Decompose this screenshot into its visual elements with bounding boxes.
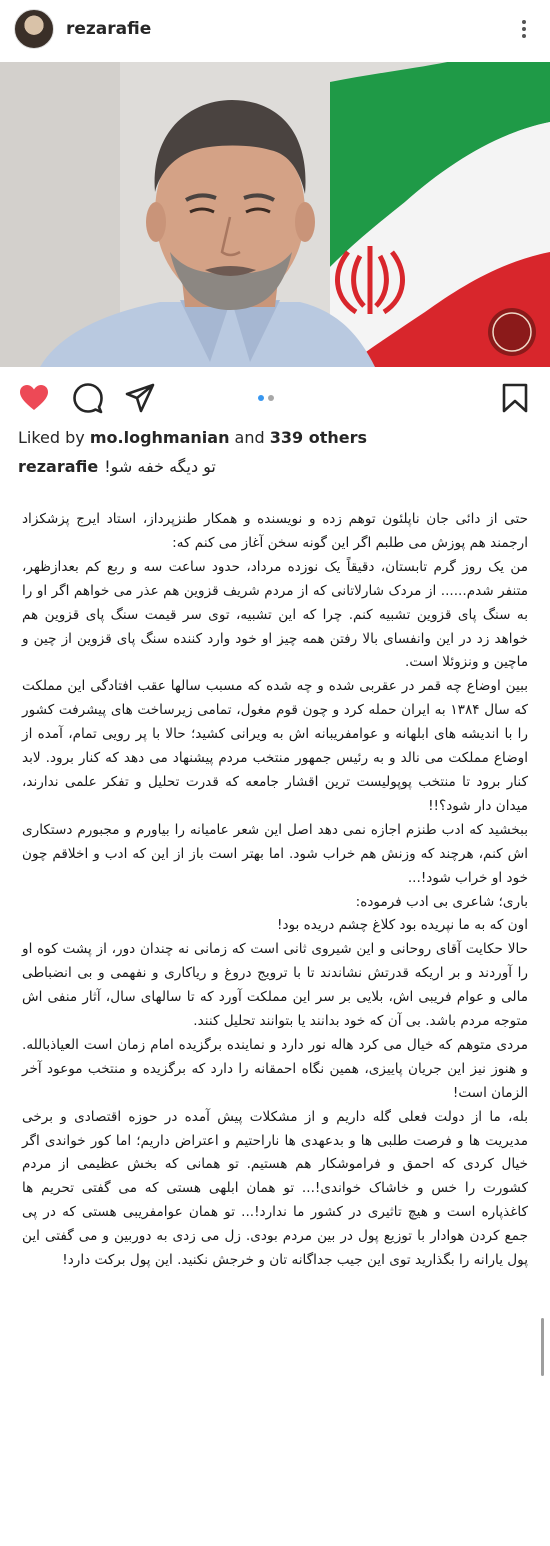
carousel-dots — [258, 395, 274, 401]
post-action-bar — [0, 370, 550, 426]
caption-title: تو دیگه خفه شو! — [104, 457, 216, 476]
scrollbar-thumb[interactable] — [541, 1318, 544, 1376]
avatar[interactable] — [14, 9, 54, 49]
likes-prefix: Liked by — [18, 428, 85, 447]
carousel-dot-active — [258, 395, 264, 401]
caption-paragraph: ببین اوضاع چه قمر در عقربی شده و چه شده که مسبب سالها عقب افتادگی این مملکت که سال ۱۳۸۴ به ایران حمله کرد و چون قوم مغول، تمامی زیرساخت های پیشرفت کشور را با اندیشه های ابلهانه و عوامفریبانه اش به ویرانی کشید؛ حالا با پر رویی تمام، آمده از اوضاع مملکت می نالد و به رئیس جمهور منتخب مردم پیشنهاد می دهد که کنار برود. لابد کنار برود تا منتخب پوپولیست ترین اقشار جامعه که قدرت تحلیل و تفکر علمی ندارند، میدان دار شود؟!! — [22, 678, 529, 814]
caption-paragraph: حالا حکایت آقای روحانی و این شیروی ثانی است که زمانی نه چندان دور، از پشت کوه او را آوردند و بر اریکه قدرتش نشاندند تا با ترویج دروغ و ریاکاری و نفهمی و بی انضباطی مالی و عوام فریبی اش، بلایی بر سر این مملکت آورد که تا سالهای سال، آثار منفی اش متوجه مردم باشد. بی آن که خود بدانند یا بتوانند تحلیل کنند. — [22, 941, 528, 1030]
post-photo[interactable] — [0, 62, 550, 367]
caption-paragraph: حتی از دائی جان ناپلئون توهم زده و نویسنده و همکار طنزپرداز، استاد ایرج پزشکزاد ارجمند هم پوزش می طلبم اگر این گونه سخن آغاز می کنم که: — [22, 511, 528, 551]
caption-paragraph: بله، ما از دولت فعلی گله داریم و از مشکلات پیش آمده در حوزه اقتصادی و برخی مدیریت ها و فرصت طلبی ها و بدعهدی ها ناراحتیم و اعتراض داریم؛ اما کور خواندی اگر خیال کردی که احمق و فراموشکار هم هستیم. تو همانی که بخش عظیمی از مردم کشورت را خس و خاشاک خواندی!... تو همان ابلهی هستی که می گفتی تحریم ها کاغذپاره است و هیچ تاثیری در کشور ما ندارد!... تو همان عوامفریبی هستی که در پی جمع کردن هوادار با توزیع پول در بین مردم بودی. زل می زدی به دوربین و می گفتی این پول یارانه را بگذارید توی این جیب جداگانه تان و خرجش نکنید. این پول برکت دارد! — [22, 1108, 528, 1269]
caption-paragraph: من یک روز گرم تابستان، دقیقاً یک نوزده مرداد، حدود ساعت سه و ربع کم بعدازظهر، متنفر شدم...... از مردک شارلاتانی که از مردم شریف قزوین هم عذر می خواهم اگر او را به سنگ پای قزوین تشبیه کنم. چرا که این تشبیه، توی سر قیمت سنگ پای قزوین هم خواهد زد در این وانفسای بالا رفتن همه چیز او خود وارد کننده سنگ پای قزوین از چین و ماچین و ونزوئلا است. — [22, 558, 528, 671]
caption-paragraph: اون که به ما نپریده بود کلاغ چشم دریده بود! — [277, 917, 528, 934]
paper-plane-icon[interactable] — [124, 382, 156, 414]
caption-username[interactable]: rezarafie — [18, 457, 99, 476]
more-vertical-icon[interactable] — [512, 17, 536, 41]
caption-body — [22, 508, 528, 1273]
post-header — [0, 0, 550, 58]
carousel-dot — [268, 395, 274, 401]
heart-filled-icon[interactable] — [18, 382, 50, 414]
post-photo-illustration — [0, 62, 550, 367]
post-username[interactable]: rezarafie — [66, 19, 152, 39]
likes-user[interactable]: mo.loghmanian — [89, 428, 230, 447]
caption-paragraph: مردی متوهم که خیال می کرد هاله نور دارد و نماینده برگزیده امام زمان است العیاذبالله. و هنوز نیز این جریان پاییزی، همین نگاه احمقانه را دارد که برگزیده و منتخب موعود آخر الزمان است! — [22, 1036, 528, 1101]
caption-header — [18, 457, 532, 476]
caption-paragraph: ببخشید که ادب طنزم اجازه نمی دهد اصل این شعر عامیانه را بیاورم و مجبورم دستکاری اش کنم، هرچند که وزنش هم خراب شود. اما بهتر است باز از این که ادب و اخلاقم چون خود او خراب شود!... — [22, 821, 528, 886]
bookmark-icon[interactable] — [499, 382, 531, 414]
likes-conj: and — [234, 428, 265, 447]
likes-count[interactable]: 339 others — [269, 428, 368, 447]
caption-paragraph: باری؛ شاعری بی ادب فرموده: — [355, 893, 528, 910]
likes-summary[interactable] — [18, 428, 367, 447]
comment-bubble-icon[interactable] — [72, 382, 104, 414]
